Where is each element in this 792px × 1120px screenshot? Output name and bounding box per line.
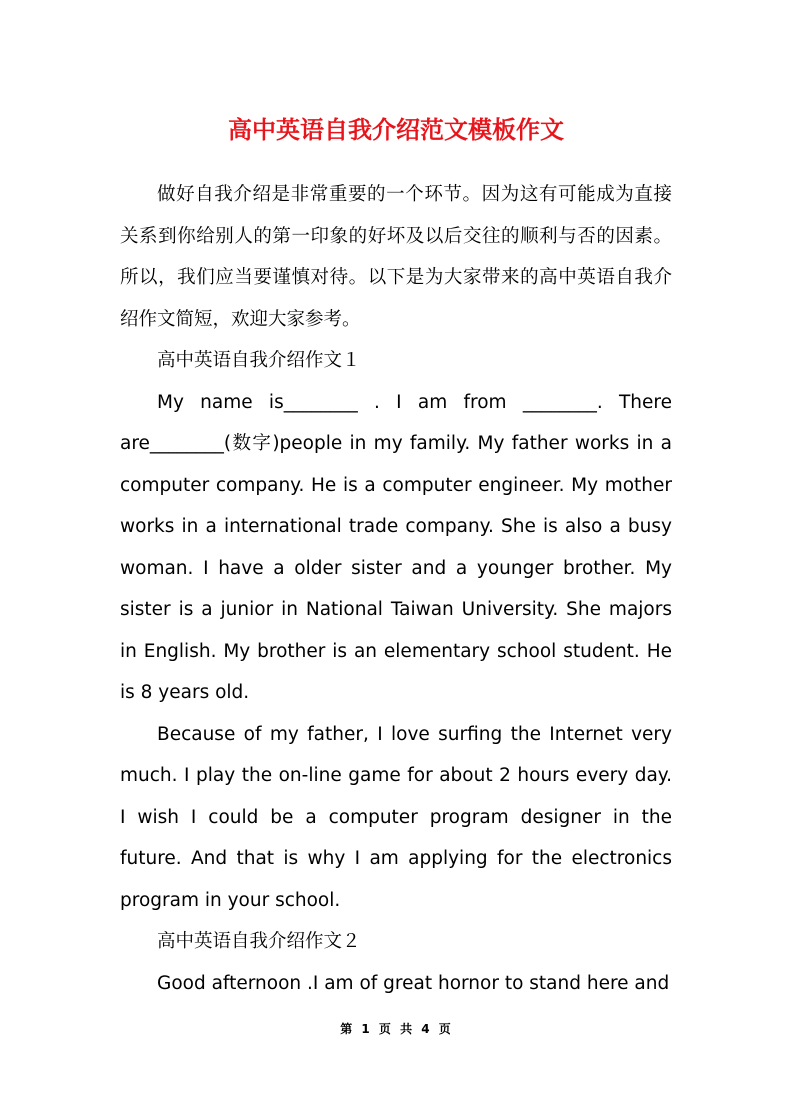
essay-2-paragraph-1: Good afternoon .I am of great hornor to stand here and <box>157 972 670 994</box>
essay-2-heading: 高中英语自我介绍作文２ <box>157 931 361 952</box>
intro-paragraph: 做好自我介绍是非常重要的一个环节。因为这有可能成为直接关系到你给别人的第一印象的好坏及以后交往的顺利与否的因素。所以，我们应当要谨慎对待。以下是为大家带来的高中英语自我介绍作文简短，欢迎大家参考。 <box>120 184 672 330</box>
essay-1-heading: 高中英语自我介绍作文１ <box>157 350 361 371</box>
essay-1-paragraph-2: Because of my father, I love surfing the Internet very much. I play the on-line game for about 2 hours every day. I wish I could be a computer program designer in the future. And that is why I am applying for the electronics program in your school. <box>120 723 672 911</box>
page-number-footer: 第 1 页 共 4 页 <box>340 1022 452 1036</box>
document-body <box>120 174 672 1004</box>
document-title: 高中英语自我介绍范文模板作文 <box>228 116 564 144</box>
essay-1-paragraph-1: My name is________ . I am from ________. There are________(数字)people in my family. My father works in a computer company. He is a computer engineer. My mother works in a international trade company. She is also a busy woman. I have a older sister and a younger brother. My sister is a junior in National Taiwan University. She majors in English. My brother is an elementary school student. He is 8 years old. <box>120 391 672 703</box>
